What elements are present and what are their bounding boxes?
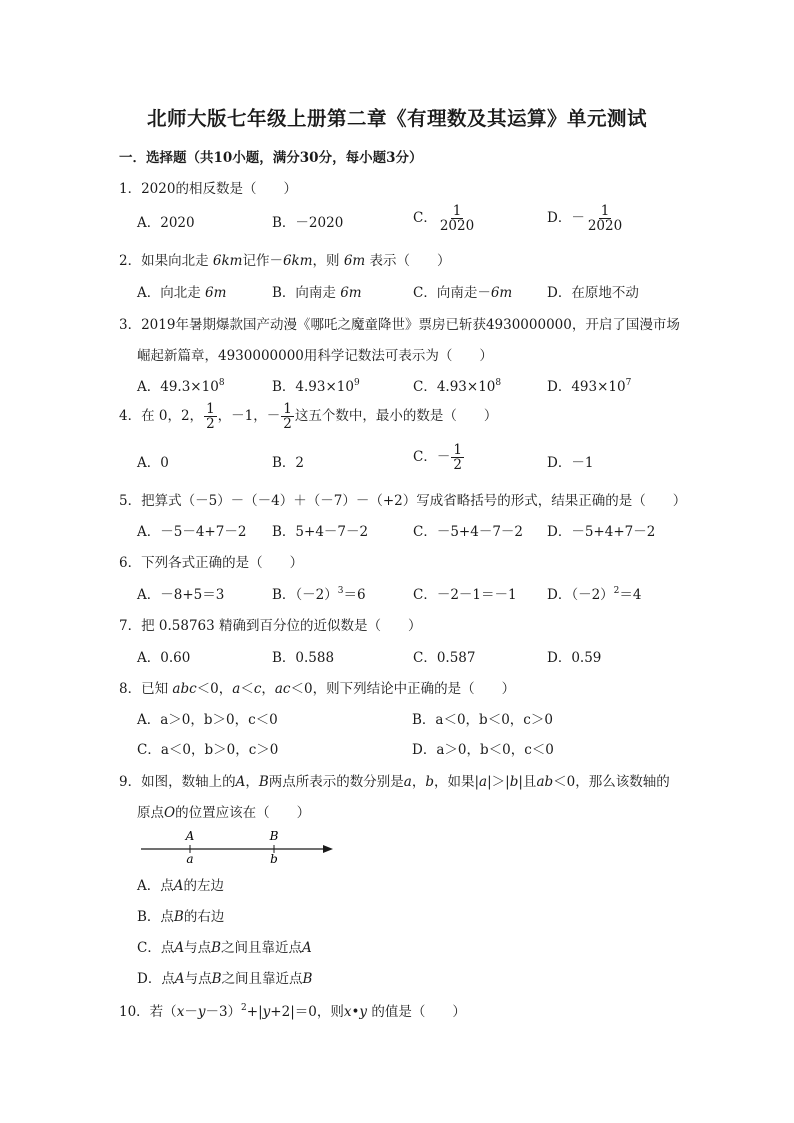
q9-option-c: C．点A与点B之间且靠近点A xyxy=(137,940,312,956)
q3-option-d: D．$493\times 10^7$ xyxy=(547,378,632,395)
q3-option-c: C．$4.93\times 10^8$ xyxy=(413,378,502,395)
fraction: $\frac{1}{2}$ xyxy=(453,442,462,474)
q9-option-b: B．点B的右边 xyxy=(137,909,225,925)
q6-option-c: C．－2－1＝－1 xyxy=(413,587,517,603)
question-1-stem: 1．2020的相反数是（ ） xyxy=(119,181,297,197)
value-label-b: b xyxy=(270,852,278,866)
q2-option-c: C．向南走－6m xyxy=(413,285,513,301)
q4-option-d: D．－1 xyxy=(547,455,594,471)
fraction: $\frac{1}{2020}$ xyxy=(439,203,475,235)
q7-option-b: B．0.588 xyxy=(272,650,335,666)
q1-option-b: B．－2020 xyxy=(272,215,344,231)
fraction: $\frac{1}{2}$ xyxy=(206,401,215,433)
section-heading: 一．选择题（共10小题，满分30分，每小题3分） xyxy=(119,150,423,166)
q8-option-b: B．a＜0，b＜0，c＞0 xyxy=(412,712,553,728)
question-3-line-1: 3．2019年暑期爆款国产动漫《哪吒之魔童降世》票房已斩获4930000000，开启了国漫市场 xyxy=(119,317,680,333)
value-label-a: a xyxy=(186,852,194,866)
q7-option-c: C．0.587 xyxy=(413,650,476,666)
q1-option-a: A．2020 xyxy=(137,215,195,231)
q8-option-c: C．a＜0，b＞0，c＞0 xyxy=(137,742,279,758)
q8-option-a: A．a＞0，b＞0，c＜0 xyxy=(137,712,278,728)
q6-option-b: B．$(-2)^3=6$ xyxy=(272,586,366,603)
q7-option-a: A．0.60 xyxy=(137,650,191,666)
q3-option-a: A．$49.3\times 10^8$ xyxy=(137,378,225,395)
q4-option-a: A．0 xyxy=(137,455,169,471)
question-4-stem: 4．在 0，2， $\frac{1}{2}$ ，－1，－ $\frac{1}{2}$ 这五个数中，最小的数是（ ） xyxy=(119,401,498,433)
q5-option-a: A．－5－4+7－2 xyxy=(137,524,247,540)
q2-option-a: A．向北走 6m xyxy=(137,285,227,301)
fraction: $\frac{1}{2}$ xyxy=(283,401,292,433)
point-label-A: A xyxy=(185,829,195,843)
q1-option-c: C． $\frac{1}{2020}$ xyxy=(413,203,475,235)
q1-option-d: D．－ $\frac{1}{2020}$ xyxy=(547,203,623,235)
q3-option-b: B．$4.93\times 10^9$ xyxy=(272,378,360,395)
q2-option-b: B．向南走 6m xyxy=(272,285,362,301)
point-label-B: B xyxy=(269,829,279,843)
q5-option-b: B．5+4－7－2 xyxy=(272,524,369,540)
q4-option-c: C．－ $\frac{1}{2}$ xyxy=(413,442,462,474)
q2-option-d: D．在原地不动 xyxy=(547,285,639,301)
question-6-stem: 6．下列各式正确的是（ ） xyxy=(119,555,304,571)
question-7-stem: 7．把 0.58763 精确到百分位的近似数是（ ） xyxy=(119,618,422,634)
number-line-diagram xyxy=(141,826,341,866)
q5-option-d: D．－5+4+7－2 xyxy=(547,524,656,540)
q9-option-d: D．点A与点B之间且靠近点B xyxy=(137,971,313,987)
q7-option-d: D．0.59 xyxy=(547,650,602,666)
question-5-stem: 5．把算式（－5）－（－4）＋（－7）－（+2）写成省略括号的形式，结果正确的是（ ） xyxy=(119,493,687,509)
question-9-line-1: 9．如图，数轴上的A，B两点所表示的数分别是a，b，如果|a|＞|b|且ab＜0，那么该数轴的 xyxy=(119,774,670,790)
question-10-stem: 10．若$(x-y-3)^2+|y+2|=0$，则x•y 的值是（ ） xyxy=(119,1003,466,1020)
question-9-line-2: 原点O的位置应该在（ ） xyxy=(137,805,311,821)
q6-option-a: A．－8+5＝3 xyxy=(137,587,225,603)
fraction: $\frac{1}{2020}$ xyxy=(587,203,623,235)
page-title: 北师大版七年级上册第二章《有理数及其运算》单元测试 xyxy=(146,107,647,130)
number-line-arrow xyxy=(323,845,333,853)
q4-option-b: B．2 xyxy=(272,455,305,471)
q6-option-d: D．$(-2)^2=4$ xyxy=(547,586,642,603)
question-8-stem: 8．已知 abc＜0，a＜c，ac＜0，则下列结论中正确的是（ ） xyxy=(119,681,516,697)
q5-option-c: C．－5+4－7－2 xyxy=(413,524,523,540)
question-2-stem: 2．如果向北走 6km记作－6km，则 6m 表示（ ） xyxy=(119,253,451,269)
q9-option-a: A．点A的左边 xyxy=(137,878,224,894)
question-3-line-2: 崛起新篇章，4930000000用科学记数法可表示为（ ） xyxy=(137,348,493,364)
q8-option-d: D．a＞0，b＜0，c＜0 xyxy=(412,742,554,758)
